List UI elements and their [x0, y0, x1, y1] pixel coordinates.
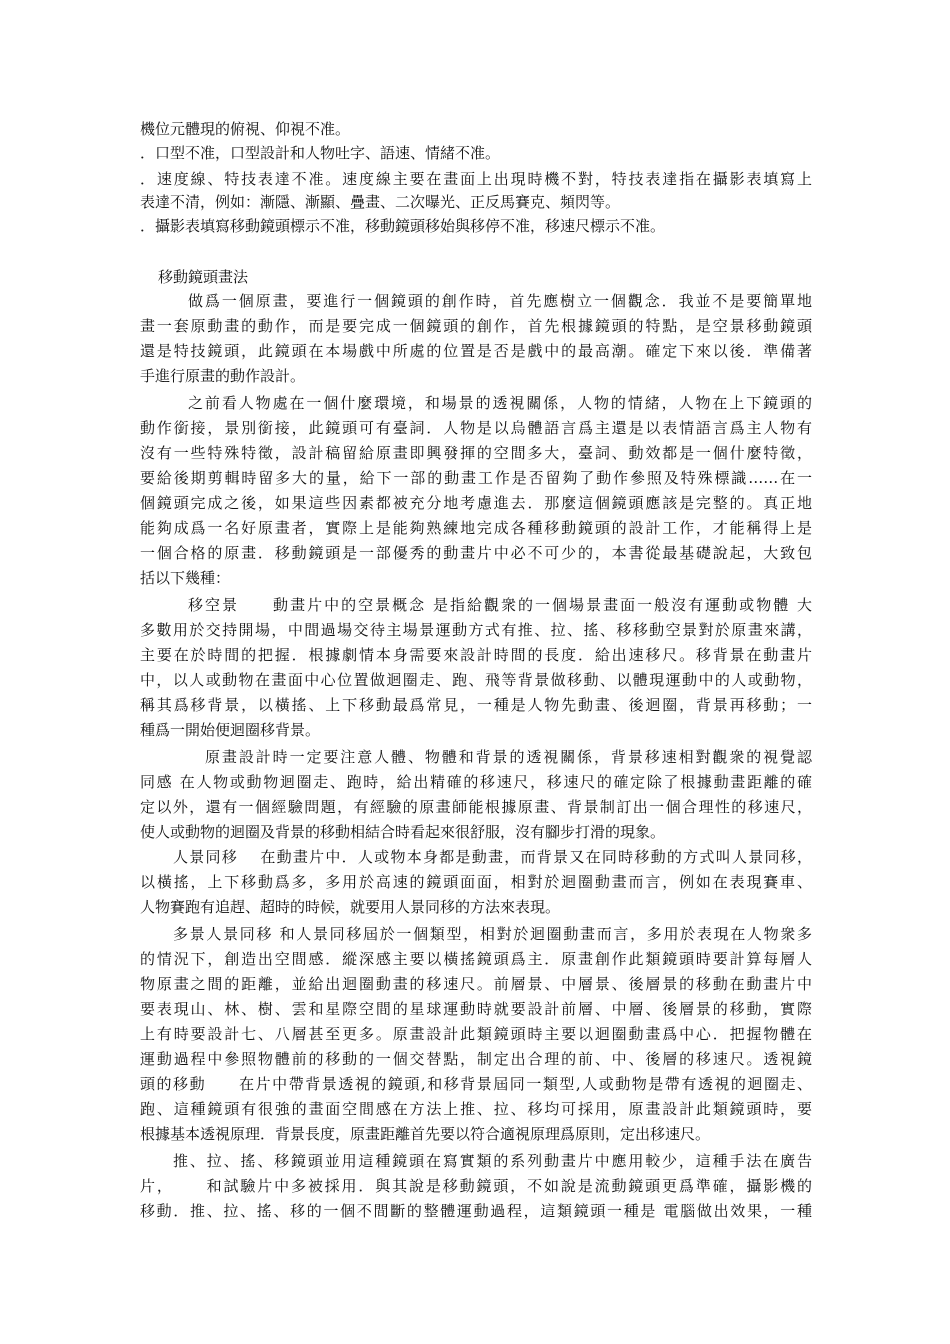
text-line: 移空景 動畫片中的空景概念 是指給觀衆的一個場景畫面一般沒有運動或物體 大 [188, 596, 812, 614]
text-line: 要表現山、林、樹、雲和星際空間的星球運動時就要設計前層、中層、後層景的移動，實際 [140, 1000, 812, 1018]
text-line: 機位元體現的俯視、仰視不准。 [140, 120, 351, 138]
text-line: ．速度線、特技表達不准。速度線主要在畫面上出現時機不對，特技表達指在攝影表填寫上 [140, 170, 812, 188]
text-line: 運動過程中參照物體前的移動的一個交替點，制定出合理的前、中、後層的移速尺。透視鏡 [140, 1050, 812, 1068]
text-line: 移動．推、拉、搖、移的一個不間斷的整體運動過程，這類鏡頭一種是 電腦做出效果，一種 [140, 1202, 812, 1220]
text-line: 上有時要設計七、八層甚至更多。原畫設計此類鏡頭時主要以迴圈動畫爲中心．把握物體在 [140, 1025, 812, 1043]
text-line: 片， 和試驗片中多被採用．與其說是移動鏡頭，不如說是流動鏡頭更爲準確，攝影機的 [140, 1177, 812, 1195]
text-line: 定以外，還有一個經驗問題，有經驗的原畫師能根據原畫、背景制訂出一個合理性的移速尺， [140, 798, 812, 816]
text-line: 使人或動物的迴圈及背景的移動相結合時看起來很舒服，沒有腳步打滑的現象。 [140, 823, 666, 841]
text-line: 沒有一些特殊特徵，設計稿留給原畫即興發揮的空間多大，臺詞、動效都是一個什麼特徵， [140, 444, 812, 462]
text-line: 人景同移 在動畫片中．人或物本身都是動畫，而背景又在同時移動的方式叫人景同移， [173, 848, 812, 866]
text-line: 手進行原畫的動作設計。 [140, 367, 306, 385]
text-line: 動作銜接，景別銜接，此鏡頭可有臺詞．人物是以烏體語言爲主還是以表情語言爲主人物有 [140, 419, 812, 437]
text-line: 頭的移動 在片中帶背景透視的鏡頭,和移背景屆同一類型,人或動物是帶有透視的迴圈走、 [140, 1075, 812, 1093]
text-line: ．攝影表填寫移動鏡頭標示不准，移動鏡頭移始與移停不准，移速尺標示不准。 [140, 217, 666, 235]
text-line: 做爲一個原畫，要進行一個鏡頭的創作時，首先應樹立一個觀念．我並不是要簡單地 [188, 292, 812, 310]
text-line: 能夠成爲一名好原畫者，實際上是能夠熟練地完成各種移動鏡頭的設計工作，才能稱得上是 [140, 519, 812, 537]
text-line: 表達不清，例如：漸隱、漸顯、疊畫、二次曝光、正反馬賽克、頻閃等。 [140, 193, 621, 211]
text-line: 之前看人物處在一個什麼環境，和場景的透視關係，人物的情緒，人物在上下鏡頭的 [188, 394, 812, 412]
text-line: 種爲一開始便迴圈移背景。 [140, 721, 321, 739]
section-heading: 移動鏡頭畫法 [158, 268, 249, 286]
text-line: 同感 在人物或動物迴圈走、跑時，給出精確的移速尺，移速尺的確定除了根據動畫距離的確 [140, 773, 812, 791]
text-line: 稱其爲移背景，以橫搖、上下移動最爲常見，一種是人物先動畫、後迴圈，背景再移動；一 [140, 696, 812, 714]
text-line: 主要在於時間的把握．根據劇情本身需要來設計時間的長度．給出速移尺。移背景在動畫片 [140, 646, 812, 664]
text-line: 中，以人或動物在畫面中心位置做迴圈走、跑、飛等背景做移動、以體現運動中的人或動物， [140, 671, 812, 689]
text-line: 畫一套原動畫的動作，而是要完成一個鏡頭的創作，首先根據鏡頭的特點，是空景移動鏡頭 [140, 317, 812, 335]
text-line: ．口型不准，口型設計和人物吐字、語速、情緒不准。 [140, 144, 501, 162]
text-line: 物原畫之間的距離，並給出迴圈動畫的移速尺。前層景、中層景、後層景的移動在動畫片中 [140, 975, 812, 993]
text-line: 人物賽跑有追趕、超時的時候，就要用人景同移的方法來表現。 [140, 898, 561, 916]
text-line: 還是特技鏡頭，此鏡頭在本場戲中所處的位置是否是戲中的最高潮。確定下來以後．準備著 [140, 342, 812, 360]
text-line: 要給後期剪輯時留多大的量，給下一部的動畫工作是否留夠了動作參照及特殊標識……在一 [140, 469, 812, 487]
text-line: 根據基本透視原理．背景長度，原畫距離首先要以符合適視原理爲原則，定出移速尺。 [140, 1125, 711, 1143]
text-line: 原畫設計時一定要注意人體、物體和背景的透視關係，背景移速相對觀衆的視覺認 [205, 748, 812, 766]
text-line: 推、拉、搖、移鏡頭並用這種鏡頭在寫實類的系列動畫片中應用較少，這種手法在廣告 [173, 1152, 812, 1170]
text-line: 括以下幾種： [140, 569, 231, 587]
text-line: 多景人景同移 和人景同移屆於一個類型，相對於迴圈動畫而言，多用於表現在人物衆多 [173, 925, 812, 943]
text-line: 一個合格的原畫．移動鏡頭是一部優秀的動畫片中必不可少的，本書從最基礎說起，大致包 [140, 544, 812, 562]
text-line: 跑、這種鏡頭有很強的畫面空間感在方法上推、拉、移均可採用，原畫設計此類鏡頭時，要 [140, 1100, 812, 1118]
text-line: 的情況下，創造出空間感．縱深感主要以橫搖鏡頭爲主．原畫創作此類鏡頭時要計算每層人 [140, 950, 812, 968]
text-line: 個鏡頭完成之後，如果這些因素都被充分地考慮進去．那麼這個鏡頭應該是完整的。真正地 [140, 494, 812, 512]
text-line: 多數用於交持開場，中間過場交待主場景運動方式有推、拉、搖、移移動空景對於原畫來講， [140, 621, 812, 639]
text-line: 以橫搖，上下移動爲多，多用於高速的鏡頭面面，相對於迴圈動畫而言，例如在表現賽車、 [140, 873, 812, 891]
